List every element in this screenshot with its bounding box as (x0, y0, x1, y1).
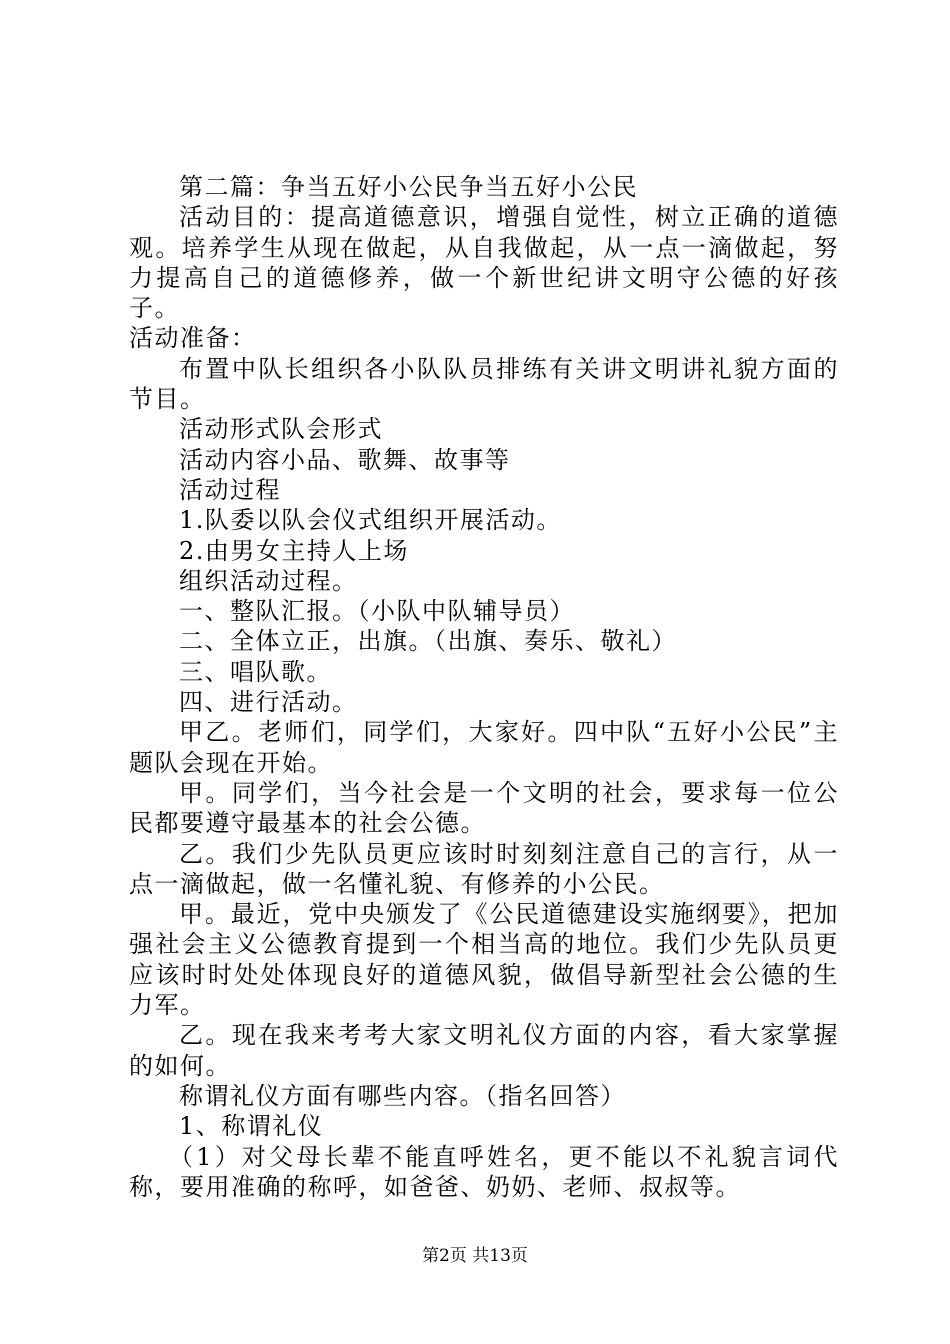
paragraph-item-4: 四、进行活动。 (179, 688, 358, 717)
paragraph-question: 称谓礼仪方面有哪些内容。（指名回答） (179, 1081, 626, 1110)
page-footer: 第2页 共13页 (422, 1246, 528, 1266)
document-body (129, 172, 839, 1202)
paragraph-subheading: 1、称谓礼仪 (179, 1112, 324, 1141)
paragraph-rule-1: （1）对父母长辈不能直呼姓名，更不能以不礼貌言词代称，要用准确的称呼，如爸爸、奶奶、老师、叔叔等。 (129, 1142, 839, 1201)
paragraph-step-2: 2.由男女主持人上场 (179, 536, 409, 565)
paragraph-form: 活动形式队会形式 (179, 415, 383, 444)
paragraph-dialogue-2: 甲。同学们，当今社会是一个文明的社会，要求每一位公民都要遵守最基本的社会公德。 (129, 778, 839, 838)
paragraph-item-3: 三、唱队歌。 (179, 657, 332, 686)
paragraph-dialogue-1: 甲乙。老师们，同学们，大家好。四中队“五好小公民”主题队会现在开始。 (129, 718, 839, 777)
paragraph-step-1: 1.队委以队会仪式组织开展活动。 (179, 506, 562, 535)
paragraph-purpose: 活动目的：提高道德意识，增强自觉性，树立正确的道德观。培养学生从现在做起，从自我做起，从一点一滴做起，努力提高自己的道德修养，做一个新世纪讲文明守公德的好孩子。 (129, 203, 839, 323)
paragraph-preparation-heading: 活动准备： (129, 324, 257, 353)
paragraph-organize: 组织活动过程。 (179, 566, 358, 595)
paragraph-item-1: 一、整队汇报。（小队中队辅导员） (179, 597, 575, 626)
paragraph-item-2: 二、全体立正，出旗。（出旗、奏乐、敬礼） (179, 627, 677, 656)
paragraph-dialogue-4: 甲。最近，党中央颁发了《公民道德建设实施纲要》，把加强社会主义公德教育提到一个相当高的地位。我们少先队员更应该时时处处体现良好的道德风貌，做倡导新型社会公德的生力军。 (129, 900, 839, 1020)
paragraph-dialogue-3: 乙。我们少先队员更应该时时刻刻注意自己的言行，从一点一滴做起，做一名懂礼貌、有修养的小公民。 (129, 839, 839, 898)
paragraph-dialogue-5: 乙。现在我来考考大家文明礼仪方面的内容，看大家掌握的如何。 (129, 1021, 839, 1080)
section-title: 第二篇：争当五好小公民争当五好小公民 (179, 173, 638, 201)
paragraph-preparation: 布置中队长组织各小队队员排练有关讲文明讲礼貌方面的节目。 (129, 354, 839, 414)
paragraph-process-heading: 活动过程 (179, 475, 281, 504)
paragraph-content: 活动内容小品、歌舞、故事等 (179, 445, 511, 474)
